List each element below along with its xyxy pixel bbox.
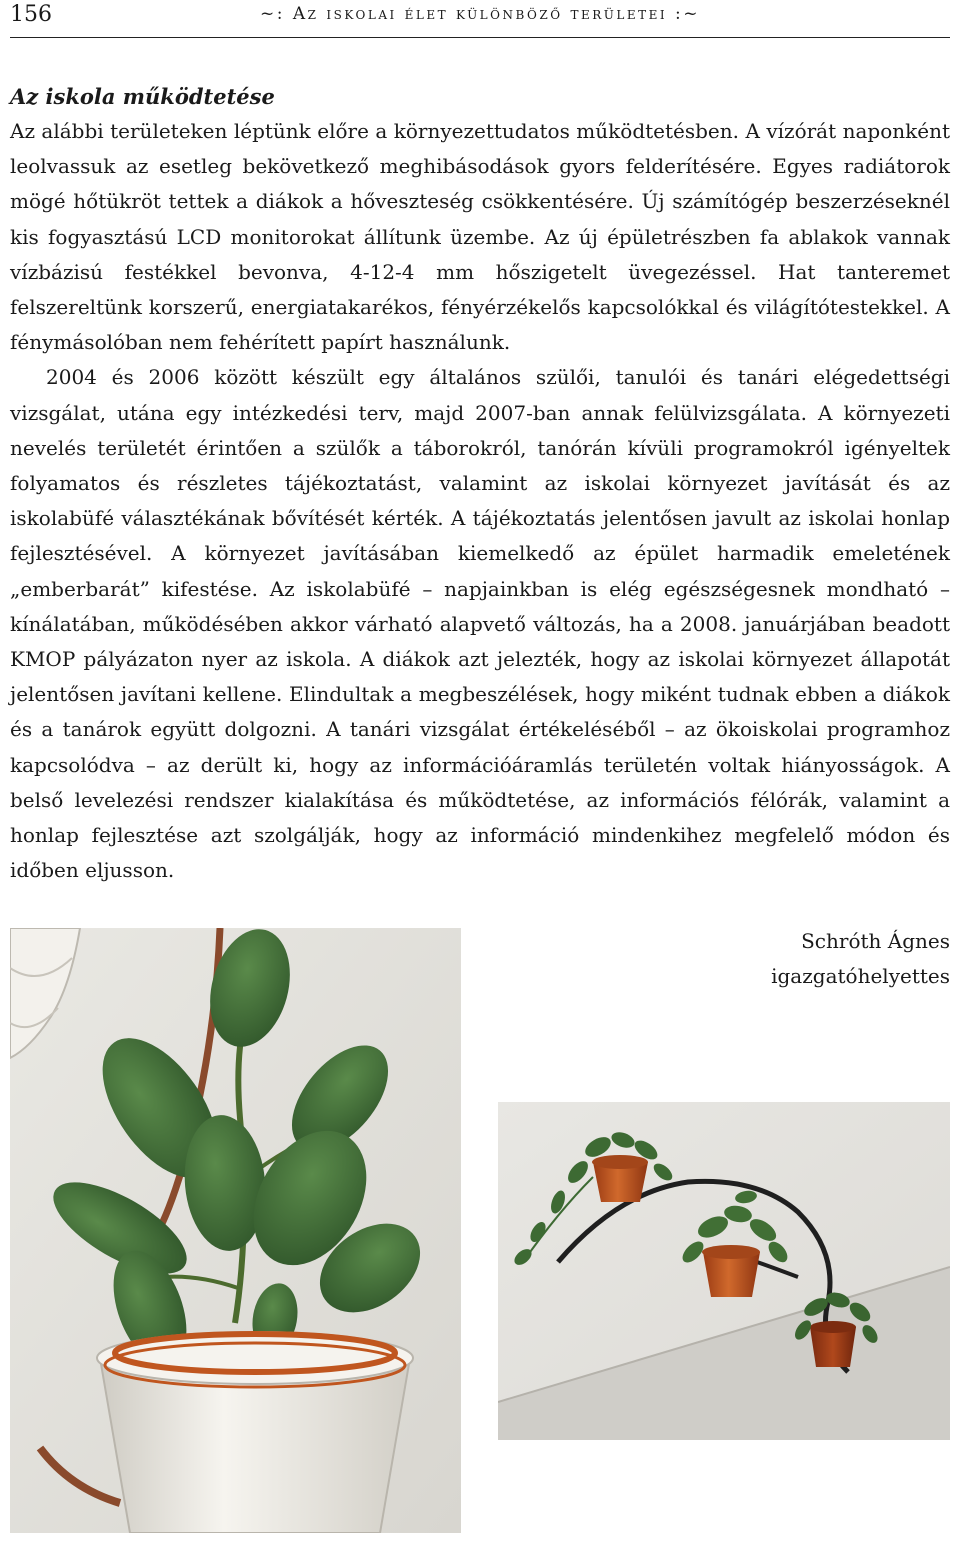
section-title: Az iskola működtetése xyxy=(10,84,275,109)
page-header xyxy=(10,0,950,36)
header-rule xyxy=(10,37,950,38)
article-body xyxy=(10,80,950,888)
potted-plant-photo xyxy=(10,928,461,1533)
signature-block xyxy=(771,924,950,994)
signature-name: Schróth Ágnes xyxy=(801,929,950,953)
signature-role: igazgatóhelyettes xyxy=(771,964,950,988)
page-number: 156 xyxy=(10,2,52,27)
paragraph-operations: Az alábbi területeken léptünk előre a környezettudatos működtetésben. A vízórát naponként leolvassuk az esetleg bekövetkező meghibásodások gyors felderítésére. Egyes radiátorok mögé hőtükröt tettek a diákok a hőveszteség csökkentésére. Új számítógép beszerzéseknél kis fogyasztású LCD monitorokat állítunk üzembe. Az új épületrészben fa ablakok vannak vízbázisú festékkel bevonva, 4-12-4 mm hőszigetelt üvegezéssel. Hat tanteremet felszereltünk korszerű, energiatakarékos, fényérzékelős kapcsolókkal és világítótestekkel. A fénymásolóban nem fehérített papírt használunk. xyxy=(10,119,950,355)
wall-mounted-plant-pots-photo xyxy=(498,1102,950,1440)
running-head: ~: Az iskolai élet különböző területei :~ xyxy=(260,4,700,24)
paragraph-survey: 2004 és 2006 között készült egy általános szülői, tanulói és tanári elégedettségi vizsgálat, utána egy intézkedési terv, majd 2007-ban annak felülvizsgálata. A környezeti nevelés területét érintően a szülők a táborokról, tanórán kívüli programokról igényeltek folyamatos és részletes tájékoztatást, valamint az iskolai környezet javítását és az iskolabüfé választékának bővítését kérték. A tájékoztatás jelentősen javult az iskolai honlap fejlesztésével. A környezet javításában kiemelkedő az épület harmadik emeletének „emberbarát” kifestése. Az iskolabüfé – napjainkban is elég egészségesnek mondható – kínálatában, működésében akkor várható alapvető változás, ha a 2008. januárjában beadott KMOP pályázaton nyer az iskola. A diákok azt jelezték, hogy az iskolai környezet állapotát jelentősen javítani kellene. Elindultak a megbeszélések, hogy miként tudnak ebben a diákok és a tanárok együtt dolgozni. A tanári vizsgálat értékeléséből – az ökoiskolai programhoz kapcsolódva – az derült ki, hogy az információáramlás területén voltak hiányosságok. A belső levelezési rendszer kialakítása és működtetése, az információs félórák, valamint a honlap fejlesztése azt szolgálják, hogy az információ mindenkihez megfelelő módon és időben eljusson. xyxy=(10,365,950,883)
